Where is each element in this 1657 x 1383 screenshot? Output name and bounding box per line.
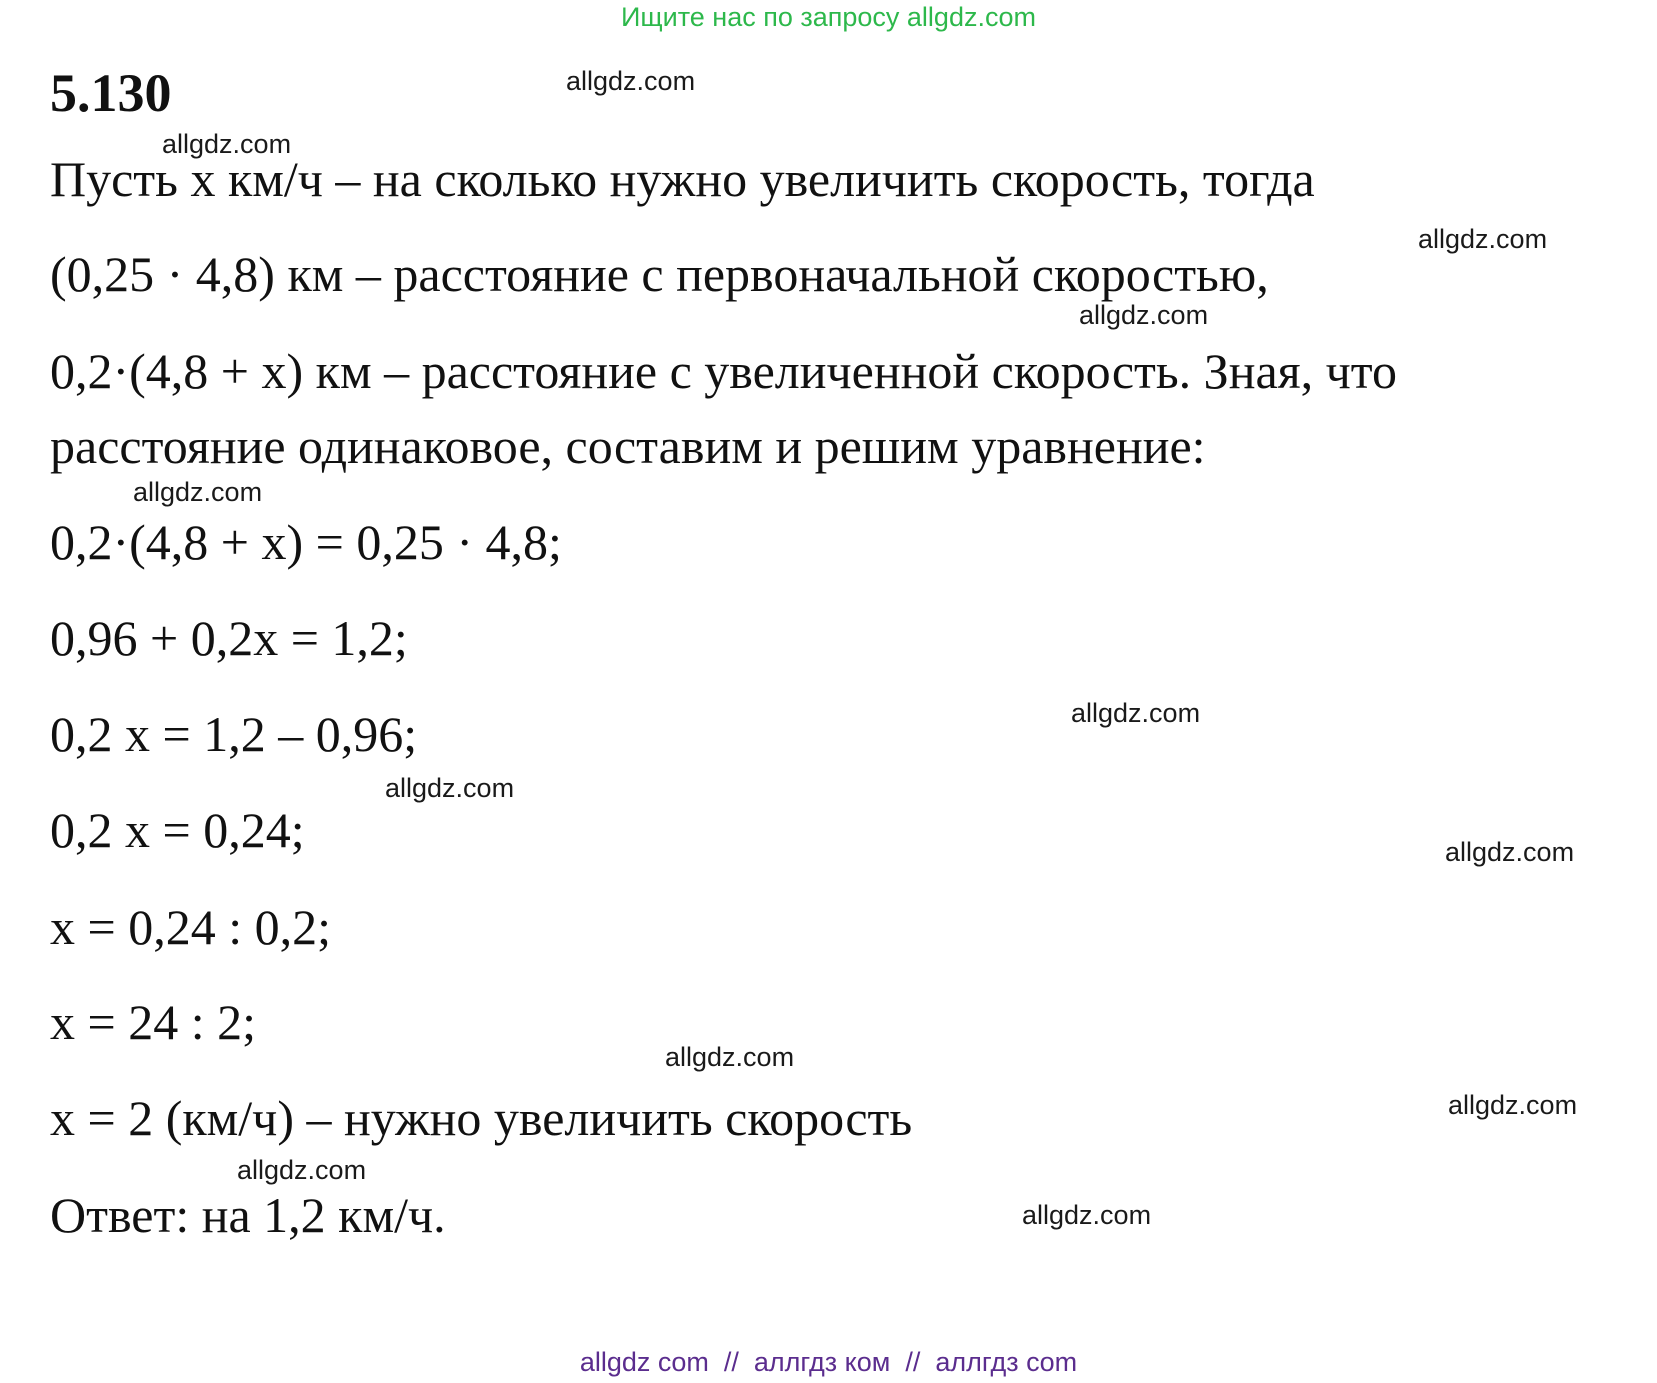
equation-line-6: х = 24 : 2;: [50, 994, 256, 1050]
watermark: allgdz.com: [162, 129, 292, 159]
top-search-banner: Ищите нас по запросу allgdz.com: [621, 2, 1036, 32]
watermark: allgdz.com: [1418, 224, 1548, 254]
solution-line-3: 0,2·(4,8 + х) км – расстояние с увеличенной скорость. Зная, что: [50, 343, 1397, 399]
watermark: allgdz.com: [1445, 837, 1575, 867]
watermark: allgdz.com: [237, 1155, 367, 1185]
solution-line-4: расстояние одинаковое, составим и решим уравнение:: [50, 418, 1206, 474]
watermark: allgdz.com: [385, 773, 515, 803]
watermark: allgdz.com: [1071, 698, 1201, 728]
equation-line-3: 0,2 х = 1,2 – 0,96;: [50, 706, 418, 762]
equation-line-5: х = 0,24 : 0,2;: [50, 899, 331, 955]
equation-line-4: 0,2 х = 0,24;: [50, 802, 305, 858]
equation-line-2: 0,96 + 0,2х = 1,2;: [50, 610, 408, 666]
watermark: allgdz.com: [665, 1042, 795, 1072]
problem-number: 5.130: [50, 63, 172, 123]
watermark: allgdz.com: [1079, 300, 1209, 330]
equation-line-1: 0,2·(4,8 + х) = 0,25 · 4,8;: [50, 514, 562, 570]
watermark: allgdz.com: [133, 477, 263, 507]
watermark: allgdz.com: [1022, 1200, 1152, 1230]
watermark: allgdz.com: [566, 66, 696, 96]
footer-watermark: allgdz com // аллгдз ком // аллгдз com: [579, 1347, 1078, 1377]
result-line: х = 2 (км/ч) – нужно увеличить скорость: [50, 1090, 913, 1146]
answer-line: Ответ: на 1,2 км/ч.: [50, 1187, 446, 1243]
solution-line-2: (0,25 · 4,8) км – расстояние с первоначальной скоростью,: [50, 246, 1269, 302]
solution-line-1: Пусть х км/ч – на сколько нужно увеличить скорость, тогда: [50, 151, 1315, 207]
watermark: allgdz.com: [1448, 1090, 1578, 1120]
